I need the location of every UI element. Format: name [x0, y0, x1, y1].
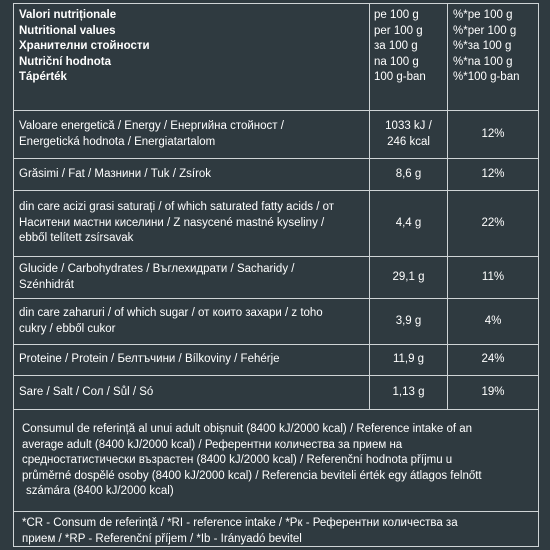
- table-row-saturates: [14, 191, 538, 257]
- header-label-bg: Хранителни стойности: [19, 40, 150, 52]
- header-per100-cell: [370, 4, 448, 110]
- abbrev-note-line1: *CR - Consum de referință / *RI - reference intake / *Рк - Референтни количества за: [22, 517, 458, 529]
- salt-pct: 19%: [481, 385, 505, 398]
- fat-value: 8,6 g: [395, 167, 422, 180]
- protein-pct: 24%: [481, 353, 505, 366]
- fat-label: Grăsimi / Fat / Мазнини / Tuk / Zsírok: [19, 167, 212, 180]
- header-pct-cz: %*na 100 g: [453, 55, 513, 68]
- protein-label: Proteine / Protein / Белтъчини / Bílkoviny / Fehérje: [19, 353, 280, 366]
- header-per100-hu: 100 g-ban: [374, 71, 426, 83]
- reference-intake-note-row: [14, 410, 538, 512]
- header-label-cell: [14, 4, 370, 110]
- table-row-salt: [14, 376, 538, 410]
- carbs-label-line2: Szénhidrát: [19, 278, 74, 291]
- energy-pct: 12%: [481, 127, 505, 140]
- sugars-label-line1: din care zaharuri / of which sugar / от които захари / z toho: [19, 307, 323, 319]
- header-pct-cell: [448, 4, 538, 110]
- table-row-protein: [14, 345, 538, 376]
- carbs-label-line1: Glucide / Carbohydrates / Въглехидрати / Sacharidy /: [19, 263, 295, 275]
- header-per100-cz: na 100 g: [374, 55, 419, 68]
- saturates-label-line2: Наситени мастни киселини / Z nasycené mastné kyseliny /: [19, 216, 325, 229]
- table-row-carbohydrates: [14, 257, 538, 299]
- table-row-fat: [14, 159, 538, 191]
- carbs-pct: 11%: [481, 270, 505, 283]
- saturates-label-line1: din care acizi grasi saturați / of which saturated fatty acids / от: [19, 201, 335, 214]
- sugars-pct: 4%: [484, 314, 502, 327]
- reference-intake-note: [14, 420, 538, 500]
- header-per100-en: per 100 g: [374, 24, 423, 37]
- table-header-row: [14, 4, 538, 111]
- energy-value-kcal: 246 kcal: [387, 135, 430, 148]
- header-label-en: Nutritional values: [19, 24, 116, 37]
- header-pct-en: %*per 100 g: [453, 24, 517, 37]
- header-per100-bg: за 100 g: [374, 40, 418, 52]
- abbrev-note-line2: прием / *RP - Referenční příjem / *Ib - Irányadó bevitel: [22, 532, 302, 545]
- header-pct-hu: %*100 g-ban: [453, 71, 520, 83]
- abbreviation-note: [14, 514, 538, 547]
- saturates-value: 4,4 g: [395, 216, 422, 229]
- energy-value-kj: 1033 kJ /: [385, 120, 432, 132]
- saturates-label-line3: ebből telített zsírsavak: [19, 232, 134, 245]
- header-label-cz: Nutriční hodnota: [19, 55, 111, 68]
- energy-label-line2: Energetická hodnota / Energiatartalom: [19, 135, 216, 148]
- header-pct-bg: %*за 100 g: [453, 40, 512, 52]
- header-label-ro: Valori nutriționale: [19, 9, 117, 21]
- table-row-sugars: [14, 299, 538, 345]
- salt-label: Sare / Salt / Сол / Sůl / Só: [19, 385, 154, 398]
- header-label-hu: Tápérték: [19, 71, 67, 83]
- reference-note-line5: számára (8400 kJ/2000 kcal): [26, 485, 174, 497]
- carbs-value: 29,1 g: [392, 270, 425, 283]
- sugars-value: 3,9 g: [395, 314, 422, 327]
- header-pct-ro: %*pe 100 g: [453, 9, 513, 21]
- reference-note-line4: průměrné dospělé osoby (8400 kJ/2000 kcal) / Referencia beviteli érték egy átlagos felnőtt: [22, 469, 482, 482]
- fat-pct: 12%: [481, 167, 505, 180]
- reference-note-line3: средностатистически възрастен (8400 kJ/2000 kcal) / Referenční hodnota příjmu u: [22, 454, 453, 466]
- reference-note-line2: average adult (8400 kJ/2000 kcal) / Референтни количества за прием на: [22, 438, 403, 451]
- salt-value: 1,13 g: [392, 385, 425, 398]
- header-per100-ro: pe 100 g: [374, 9, 419, 21]
- sugars-label-line2: cukry / ebből cukor: [19, 322, 116, 335]
- table-row-energy: [14, 111, 538, 159]
- protein-value: 11,9 g: [392, 353, 425, 366]
- abbreviation-note-row: [14, 512, 538, 548]
- reference-note-line1: Consumul de referință al unui adult obișnuit (8400 kJ/2000 kcal) / Reference intake of an: [22, 423, 473, 435]
- saturates-pct: 22%: [481, 216, 505, 229]
- nutrition-table: [13, 3, 539, 547]
- energy-label-line1: Valoare energetică / Energy / Енергийна стойност /: [19, 120, 284, 132]
